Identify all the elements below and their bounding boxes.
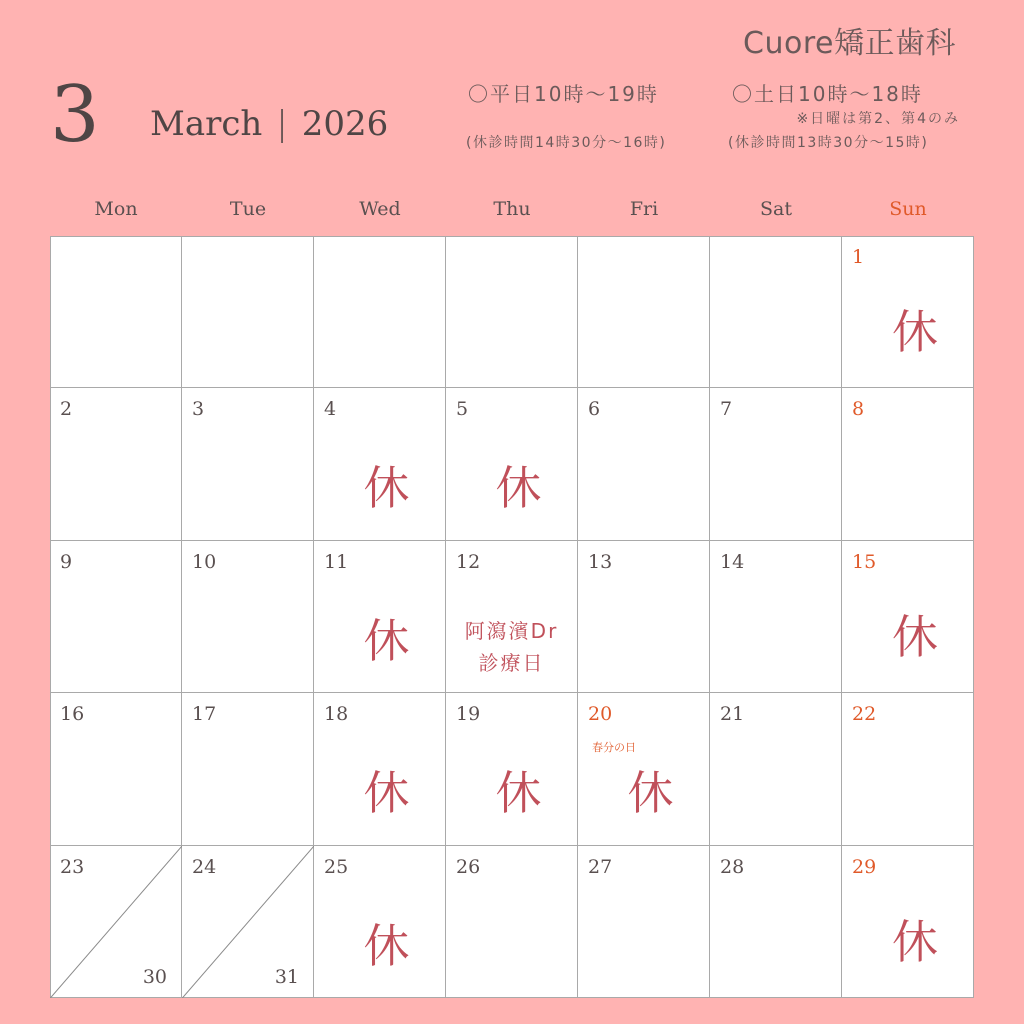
day-cell-27 bbox=[578, 846, 710, 998]
day-cell-23 bbox=[50, 846, 182, 998]
calendar-grid bbox=[50, 236, 974, 998]
day-number-secondary: 30 bbox=[142, 965, 167, 988]
day-cell-9 bbox=[50, 541, 182, 693]
year: 2026 bbox=[301, 104, 389, 144]
weekday-tue: Tue bbox=[229, 198, 267, 220]
closed-mark: 休 bbox=[892, 914, 938, 969]
day-cell-16 bbox=[50, 693, 182, 845]
day-cell-4 bbox=[314, 388, 446, 540]
day-number: 7 bbox=[720, 398, 733, 421]
day-number: 29 bbox=[852, 855, 877, 878]
weekday-wed: Wed bbox=[359, 198, 401, 220]
day-cell-19 bbox=[446, 693, 578, 845]
day-number: 20 bbox=[588, 703, 613, 726]
day-cell-14 bbox=[710, 541, 842, 693]
day-number-secondary: 31 bbox=[274, 965, 299, 988]
day-cell-13 bbox=[578, 541, 710, 693]
day-number: 17 bbox=[192, 703, 217, 726]
day-number: 25 bbox=[324, 855, 349, 878]
doctor-note-line: 診療日 bbox=[478, 650, 545, 675]
day-number: 8 bbox=[852, 398, 865, 421]
weekday-mon: Mon bbox=[94, 198, 138, 220]
weekday-header-row bbox=[50, 198, 974, 228]
day-cell-22 bbox=[842, 693, 974, 845]
weekday-sat: Sat bbox=[760, 198, 792, 220]
month-year-line bbox=[150, 104, 388, 144]
day-cell-17 bbox=[182, 693, 314, 845]
closed-mark: 休 bbox=[892, 305, 938, 359]
day-cell-26 bbox=[446, 846, 578, 998]
empty-cell bbox=[50, 236, 182, 388]
day-cell-8 bbox=[842, 388, 974, 540]
closed-mark: 休 bbox=[627, 766, 674, 821]
day-cell-21 bbox=[710, 693, 842, 845]
day-number: 9 bbox=[60, 550, 73, 573]
closed-mark: 休 bbox=[495, 461, 542, 516]
break-weekday: (休診時間14時30分～16時) bbox=[466, 135, 667, 151]
day-cell-7 bbox=[710, 388, 842, 540]
day-number: 23 bbox=[60, 855, 85, 878]
day-number: 24 bbox=[192, 855, 217, 878]
day-number: 2 bbox=[60, 398, 73, 421]
closed-mark: 休 bbox=[495, 766, 542, 821]
day-number: 5 bbox=[456, 398, 469, 421]
day-number: 14 bbox=[720, 550, 745, 573]
day-cell-5 bbox=[446, 388, 578, 540]
closed-mark: 休 bbox=[892, 609, 938, 664]
hours-weekend: 〇土日10時～18時 bbox=[732, 82, 923, 106]
day-number: 28 bbox=[720, 855, 745, 878]
day-number: 18 bbox=[324, 703, 349, 726]
day-number: 22 bbox=[852, 703, 877, 726]
day-cell-15 bbox=[842, 541, 974, 693]
day-cell-11 bbox=[314, 541, 446, 693]
break-weekend: (休診時間13時30分～15時) bbox=[728, 135, 929, 151]
clinic-name: Cuore矯正歯科 bbox=[743, 26, 956, 61]
day-number: 10 bbox=[192, 550, 217, 573]
day-number: 16 bbox=[60, 703, 85, 726]
empty-cell bbox=[182, 236, 314, 388]
day-cell-24 bbox=[182, 846, 314, 998]
weekday-thu: Thu bbox=[493, 198, 531, 220]
day-number: 3 bbox=[192, 398, 205, 421]
day-number: 27 bbox=[588, 855, 613, 878]
weekday-sun: Sun bbox=[889, 198, 927, 220]
day-number: 11 bbox=[324, 550, 349, 573]
day-number: 26 bbox=[456, 855, 481, 878]
empty-cell bbox=[578, 236, 710, 388]
doctor-note-line: 阿瀉濱Dr bbox=[464, 618, 559, 643]
day-number: 13 bbox=[588, 550, 613, 573]
day-cell-3 bbox=[182, 388, 314, 540]
holiday-label: 春分の日 bbox=[592, 741, 636, 755]
day-number: 21 bbox=[720, 703, 745, 726]
day-cell-25 bbox=[314, 846, 446, 998]
empty-cell bbox=[446, 236, 578, 388]
day-number: 1 bbox=[852, 246, 865, 268]
day-cell-1 bbox=[842, 236, 974, 388]
day-number: 12 bbox=[456, 550, 481, 573]
day-number: 6 bbox=[588, 398, 601, 421]
day-number: 15 bbox=[852, 550, 877, 573]
day-cell-2 bbox=[50, 388, 182, 540]
closed-mark: 休 bbox=[363, 613, 410, 668]
day-cell-6 bbox=[578, 388, 710, 540]
closed-mark: 休 bbox=[363, 918, 410, 973]
month-number: 3 bbox=[50, 70, 100, 160]
empty-cell bbox=[710, 236, 842, 388]
day-cell-28 bbox=[710, 846, 842, 998]
empty-cell bbox=[314, 236, 446, 388]
month-name: March bbox=[150, 104, 263, 144]
separator: | bbox=[276, 104, 288, 144]
day-cell-18 bbox=[314, 693, 446, 845]
weekday-fri: Fri bbox=[629, 198, 659, 220]
sunday-note: ※日曜は第2、第4のみ bbox=[796, 111, 960, 127]
closed-mark: 休 bbox=[363, 461, 410, 516]
hours-weekday: 〇平日10時～19時 bbox=[468, 82, 659, 106]
day-number: 19 bbox=[456, 703, 481, 726]
day-cell-29 bbox=[842, 846, 974, 998]
day-cell-12 bbox=[446, 541, 578, 693]
closed-mark: 休 bbox=[363, 766, 410, 821]
day-number: 4 bbox=[324, 398, 337, 421]
day-cell-10 bbox=[182, 541, 314, 693]
day-cell-20 bbox=[578, 693, 710, 845]
